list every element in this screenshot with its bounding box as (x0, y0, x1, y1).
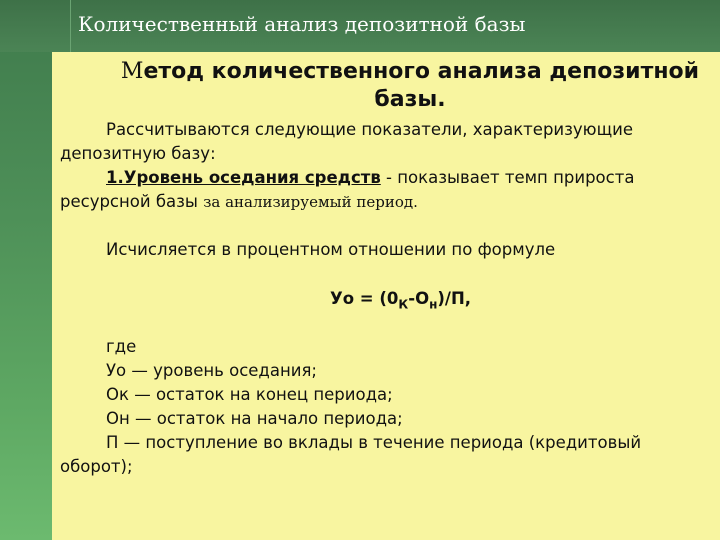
page-title: Количественный анализ депозитной базы (78, 12, 526, 36)
formula-sub-n: н (429, 297, 438, 312)
definition-on: Он — остаток на начало периода; (106, 409, 403, 428)
item1-label: 1.Уровень оседания средств (106, 168, 381, 187)
formula-lhs: Уо = (0 (330, 289, 399, 308)
calc-line: Исчисляется в процентном отношении по формуле (106, 240, 556, 259)
item1-line1 (106, 166, 634, 190)
heading-line1: етод количественного анализа депозитной (143, 59, 700, 84)
left-accent-band (0, 0, 52, 540)
item1-desc: - показывает темп прироста (380, 168, 635, 187)
heading-line2: базы. (374, 87, 446, 112)
formula-rhs: )/П, (437, 289, 472, 308)
definition-ok: Ок — остаток на конец периода; (106, 385, 393, 404)
definition-uo: Уо — уровень оседания; (106, 361, 317, 380)
heading-first-letter: М (120, 59, 144, 84)
slide-heading (120, 58, 700, 114)
header-bar (0, 0, 720, 52)
intro-line2: депозитную базу: (60, 144, 216, 163)
definition-p-line1: П — поступление во вклады в течение периода (кредитовый (106, 433, 642, 452)
intro-line1: Рассчитываются следующие показатели, характеризующие (106, 120, 633, 139)
formula (330, 287, 471, 316)
item1-line2-period: за анализируемый период. (203, 193, 418, 211)
formula-sub-k: К (398, 297, 409, 312)
definition-p-line2: оборот); (60, 457, 133, 476)
header-divider (70, 0, 71, 52)
item1-line2-start: ресурсной базы (60, 192, 204, 211)
formula-mid: -О (408, 289, 430, 308)
where-label: где (106, 337, 137, 356)
item1-line2 (60, 190, 418, 214)
